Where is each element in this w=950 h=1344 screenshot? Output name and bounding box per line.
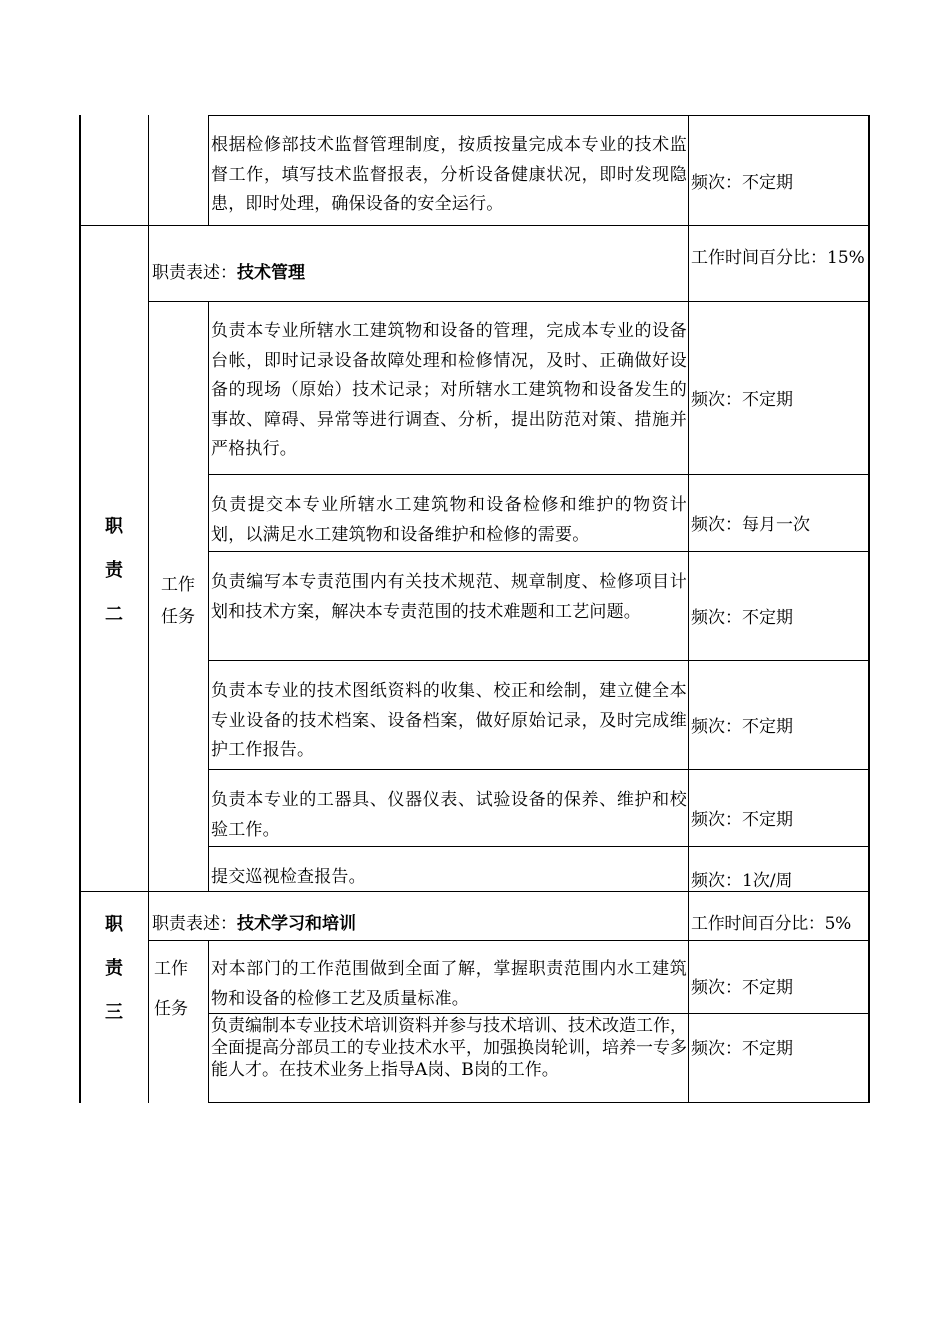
task-label-line: 任务 (161, 607, 195, 627)
row-border (208, 769, 869, 770)
duty3-description (152, 910, 356, 939)
description-prefix: 职责表述： (152, 914, 237, 934)
task-label-line: 工作 (161, 575, 195, 595)
duty2-task-label (153, 570, 203, 634)
duty2-task-text: 负责编写本专责范围内有关技术规范、规章制度、检修项目计划和技术方案，解决本专责范围的技术难题和工艺问题。 (211, 572, 687, 622)
duty2-time-percent: 工作时间百分比：15% (691, 248, 865, 268)
task-text: 根据检修部技术监督管理制度，按质按量完成本专业的技术监督工作，填写技术监督报表，分析设备健康状况，即时发现隐患，即时处理，确保设备的安全运行。 (211, 135, 687, 214)
duty2-description (152, 259, 305, 288)
duty3-task-frequency: 频次：不定期 (691, 1039, 793, 1059)
duty3-label-char: 三 (105, 1002, 123, 1023)
row-border (148, 940, 869, 941)
task-frequency: 频次：不定期 (691, 173, 793, 193)
duty2-task-frequency: 频次：不定期 (691, 390, 793, 410)
duty3-label (94, 910, 134, 1042)
row-border (79, 225, 869, 226)
col-divider-2 (208, 302, 209, 891)
duty2-task-text: 负责本专业的技术图纸资料的收集、校正和绘制，建立健全本专业设备的技术档案、设备档案，做好原始记录，及时完成维护工作报告。 (211, 681, 687, 760)
duty2-label (94, 512, 134, 644)
col-divider-3 (688, 115, 689, 1103)
row-border (208, 551, 869, 552)
row-border (208, 1102, 869, 1103)
duty2-task-frequency: 频次：每月一次 (691, 515, 810, 535)
description-prefix: 职责表述： (152, 263, 237, 283)
duty3-task-frequency: 频次：不定期 (691, 978, 793, 998)
duty2-label-char: 责 (105, 560, 123, 581)
description-title: 技术管理 (237, 263, 305, 283)
row-border (208, 474, 869, 475)
duty3-task-text: 负责编制本专业技术培训资料并参与技术培训、技术改造工作，全面提高分部员工的专业技术水平，加强换岗轮训，培养一专多能人才。在技术业务上指导A岗、B岗的工作。 (211, 1016, 687, 1080)
duty2-task-text: 负责本专业所辖水工建筑物和设备的管理，完成本专业的设备台帐，即时记录设备故障处理和检修情况，及时、正确做好设备的现场（原始）技术记录；对所辖水工建筑物和设备发生的事故、障碍、异常等进行调查、分析，提出防范对策、措施并严格执行。 (211, 321, 687, 459)
row-border (208, 846, 869, 847)
col-divider-2 (208, 115, 209, 225)
description-title: 技术学习和培训 (237, 914, 356, 934)
duty2-task-frequency: 频次：不定期 (691, 717, 793, 737)
duty3-task-text: 对本部门的工作范围做到全面了解，掌握职责范围内水工建筑物和设备的检修工艺及质量标准。 (211, 959, 687, 1009)
duty2-task-text: 提交巡视检查报告。 (211, 867, 366, 887)
duty2-task-frequency: 频次：不定期 (691, 810, 793, 830)
row-border (208, 115, 869, 116)
task-label-line: 任务 (154, 999, 188, 1019)
table-border-left (79, 115, 81, 1103)
duty3-label-char: 责 (105, 958, 123, 979)
duty3-label-char: 职 (105, 914, 123, 935)
duty2-label-char: 二 (105, 604, 123, 625)
duty2-task-frequency: 频次：1次/周 (691, 871, 793, 891)
col-divider-2 (208, 941, 209, 1103)
duty2-task-text: 负责本专业的工器具、仪器仪表、试验设备的保养、维护和校验工作。 (211, 790, 687, 840)
duty2-task-text: 负责提交本专业所辖水工建筑物和设备检修和维护的物资计划，以满足水工建筑物和设备维护和检修的需要。 (211, 495, 687, 545)
duty3-task-label (146, 954, 196, 1034)
row-border (208, 660, 869, 661)
duty2-label-char: 职 (105, 516, 123, 537)
row-border (148, 301, 869, 302)
duty3-time-percent: 工作时间百分比：5% (691, 914, 851, 934)
task-label-line: 工作 (154, 959, 188, 979)
duty2-task-frequency: 频次：不定期 (691, 608, 793, 628)
